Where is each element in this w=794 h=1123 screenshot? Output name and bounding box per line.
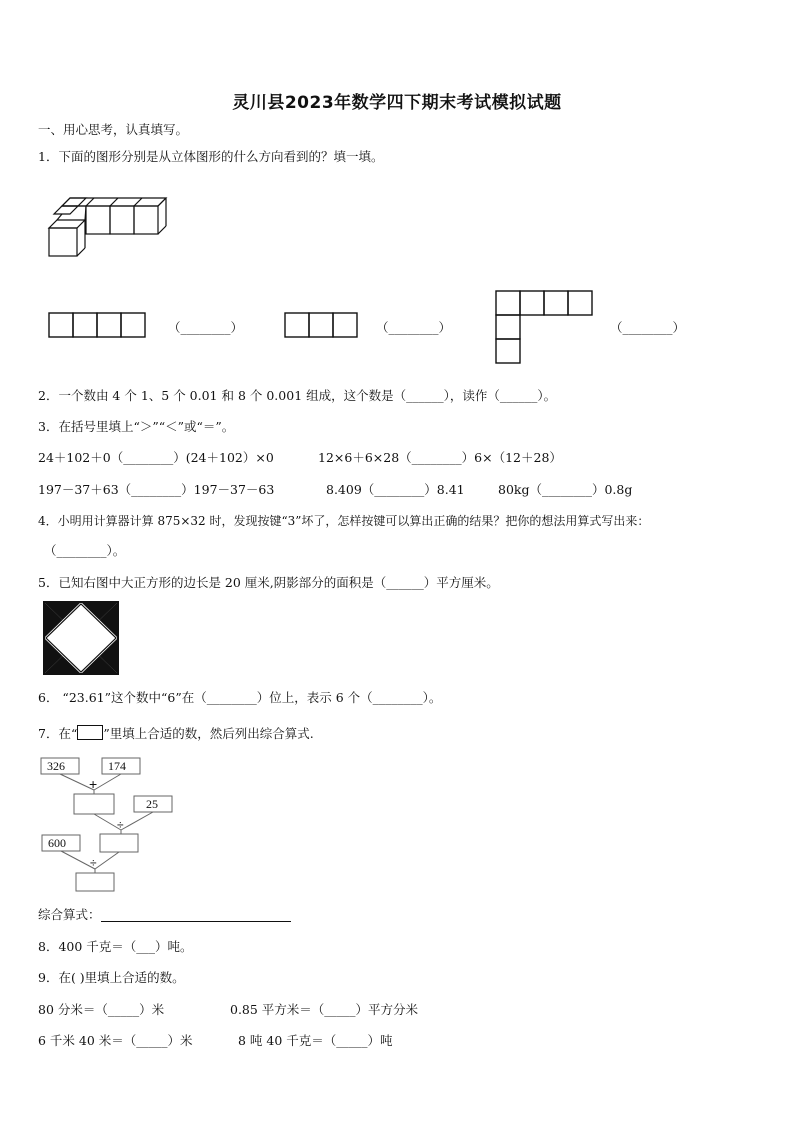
- page-title: 灵川县2023年数学四下期末考试模拟试题: [232, 93, 562, 113]
- question-7-prefix: 7．在“: [38, 726, 78, 741]
- formula-row: [38, 905, 291, 923]
- question-1-text: 1．下面的图形分别是从立体图形的什么方向看到的？填一填。: [38, 149, 384, 164]
- compare-item-1: 24＋102＋0（________）(24＋102）×0: [38, 450, 274, 465]
- formula-label: 综合算式：: [38, 907, 101, 922]
- question-2-text: 2．一个数由 4 个 1、5 个 0.01 和 8 个 0.001 组成，这个数是（______），读作（______）。: [38, 388, 557, 403]
- view-shape-l-shape: [495, 290, 595, 366]
- plus-operator: +: [89, 776, 98, 792]
- box-326-label: 326: [47, 759, 65, 773]
- box-600-label: 600: [48, 836, 66, 850]
- question-7-text: [38, 724, 314, 742]
- question-7-suffix: ”里填上合适的数，然后列出综合算式.: [103, 726, 314, 741]
- question-4-text: 4．小明用计算器计算 875×32 时，发现按键“3”坏了，怎样按键可以算出正确的结果？把你的想法用算式写出来：: [38, 514, 650, 528]
- compare-item-5: 80kg（________）0.8g: [498, 482, 633, 497]
- question-5-text: 5．已知右图中大正方形的边长是 20 厘米,阴影部分的面积是（______）平方厘米。: [38, 575, 499, 590]
- conversion-item-1: 80 分米＝（_____）米: [38, 1002, 165, 1017]
- divide-operator-2: ÷: [90, 856, 97, 870]
- conversion-item-3: 6 千米 40 米＝（_____）米: [38, 1033, 193, 1048]
- section-heading: 一、用心思考，认真填写。: [38, 122, 189, 137]
- view-shape-three-squares: [284, 312, 360, 338]
- answer-blank-view-2[interactable]: （________）: [376, 320, 452, 335]
- formula-answer-line[interactable]: [101, 907, 291, 922]
- compare-item-2: 12×6＋6×28（________）6×（12＋28）: [318, 450, 562, 465]
- cube-solid-figure: [40, 192, 180, 262]
- question-3-text: 3．在括号里填上“＞”“＜”或“＝”。: [38, 419, 235, 434]
- box-174-label: 174: [108, 759, 126, 773]
- answer-blank-view-1[interactable]: （________）: [168, 320, 244, 335]
- question-9-text: 9．在( )里填上合适的数。: [38, 970, 185, 985]
- conversion-item-4: 8 吨 40 千克＝（_____）吨: [238, 1033, 393, 1048]
- compare-item-3: 197－37＋63（________）197－37－63: [38, 482, 275, 497]
- divide-operator-1: ÷: [117, 818, 124, 832]
- view-shape-four-squares: [48, 312, 148, 338]
- conversion-item-2: 0.85 平方米＝（_____）平方分米: [230, 1002, 419, 1017]
- compare-item-4: 8.409（________）8.41: [326, 482, 465, 497]
- blank-box-icon: [77, 725, 103, 740]
- answer-blank-q4[interactable]: （________）。: [44, 543, 126, 558]
- answer-blank-view-3[interactable]: （________）: [610, 320, 686, 335]
- square-shaded-figure: [42, 600, 120, 676]
- calculation-tree-diagram: [40, 756, 180, 894]
- question-8-text: 8．400 千克＝（___）吨。: [38, 939, 193, 954]
- box-25-label: 25: [146, 797, 158, 811]
- question-6-text: 6． “23.61”这个数中“6”在（________）位上，表示 6 个（________）。: [38, 690, 442, 705]
